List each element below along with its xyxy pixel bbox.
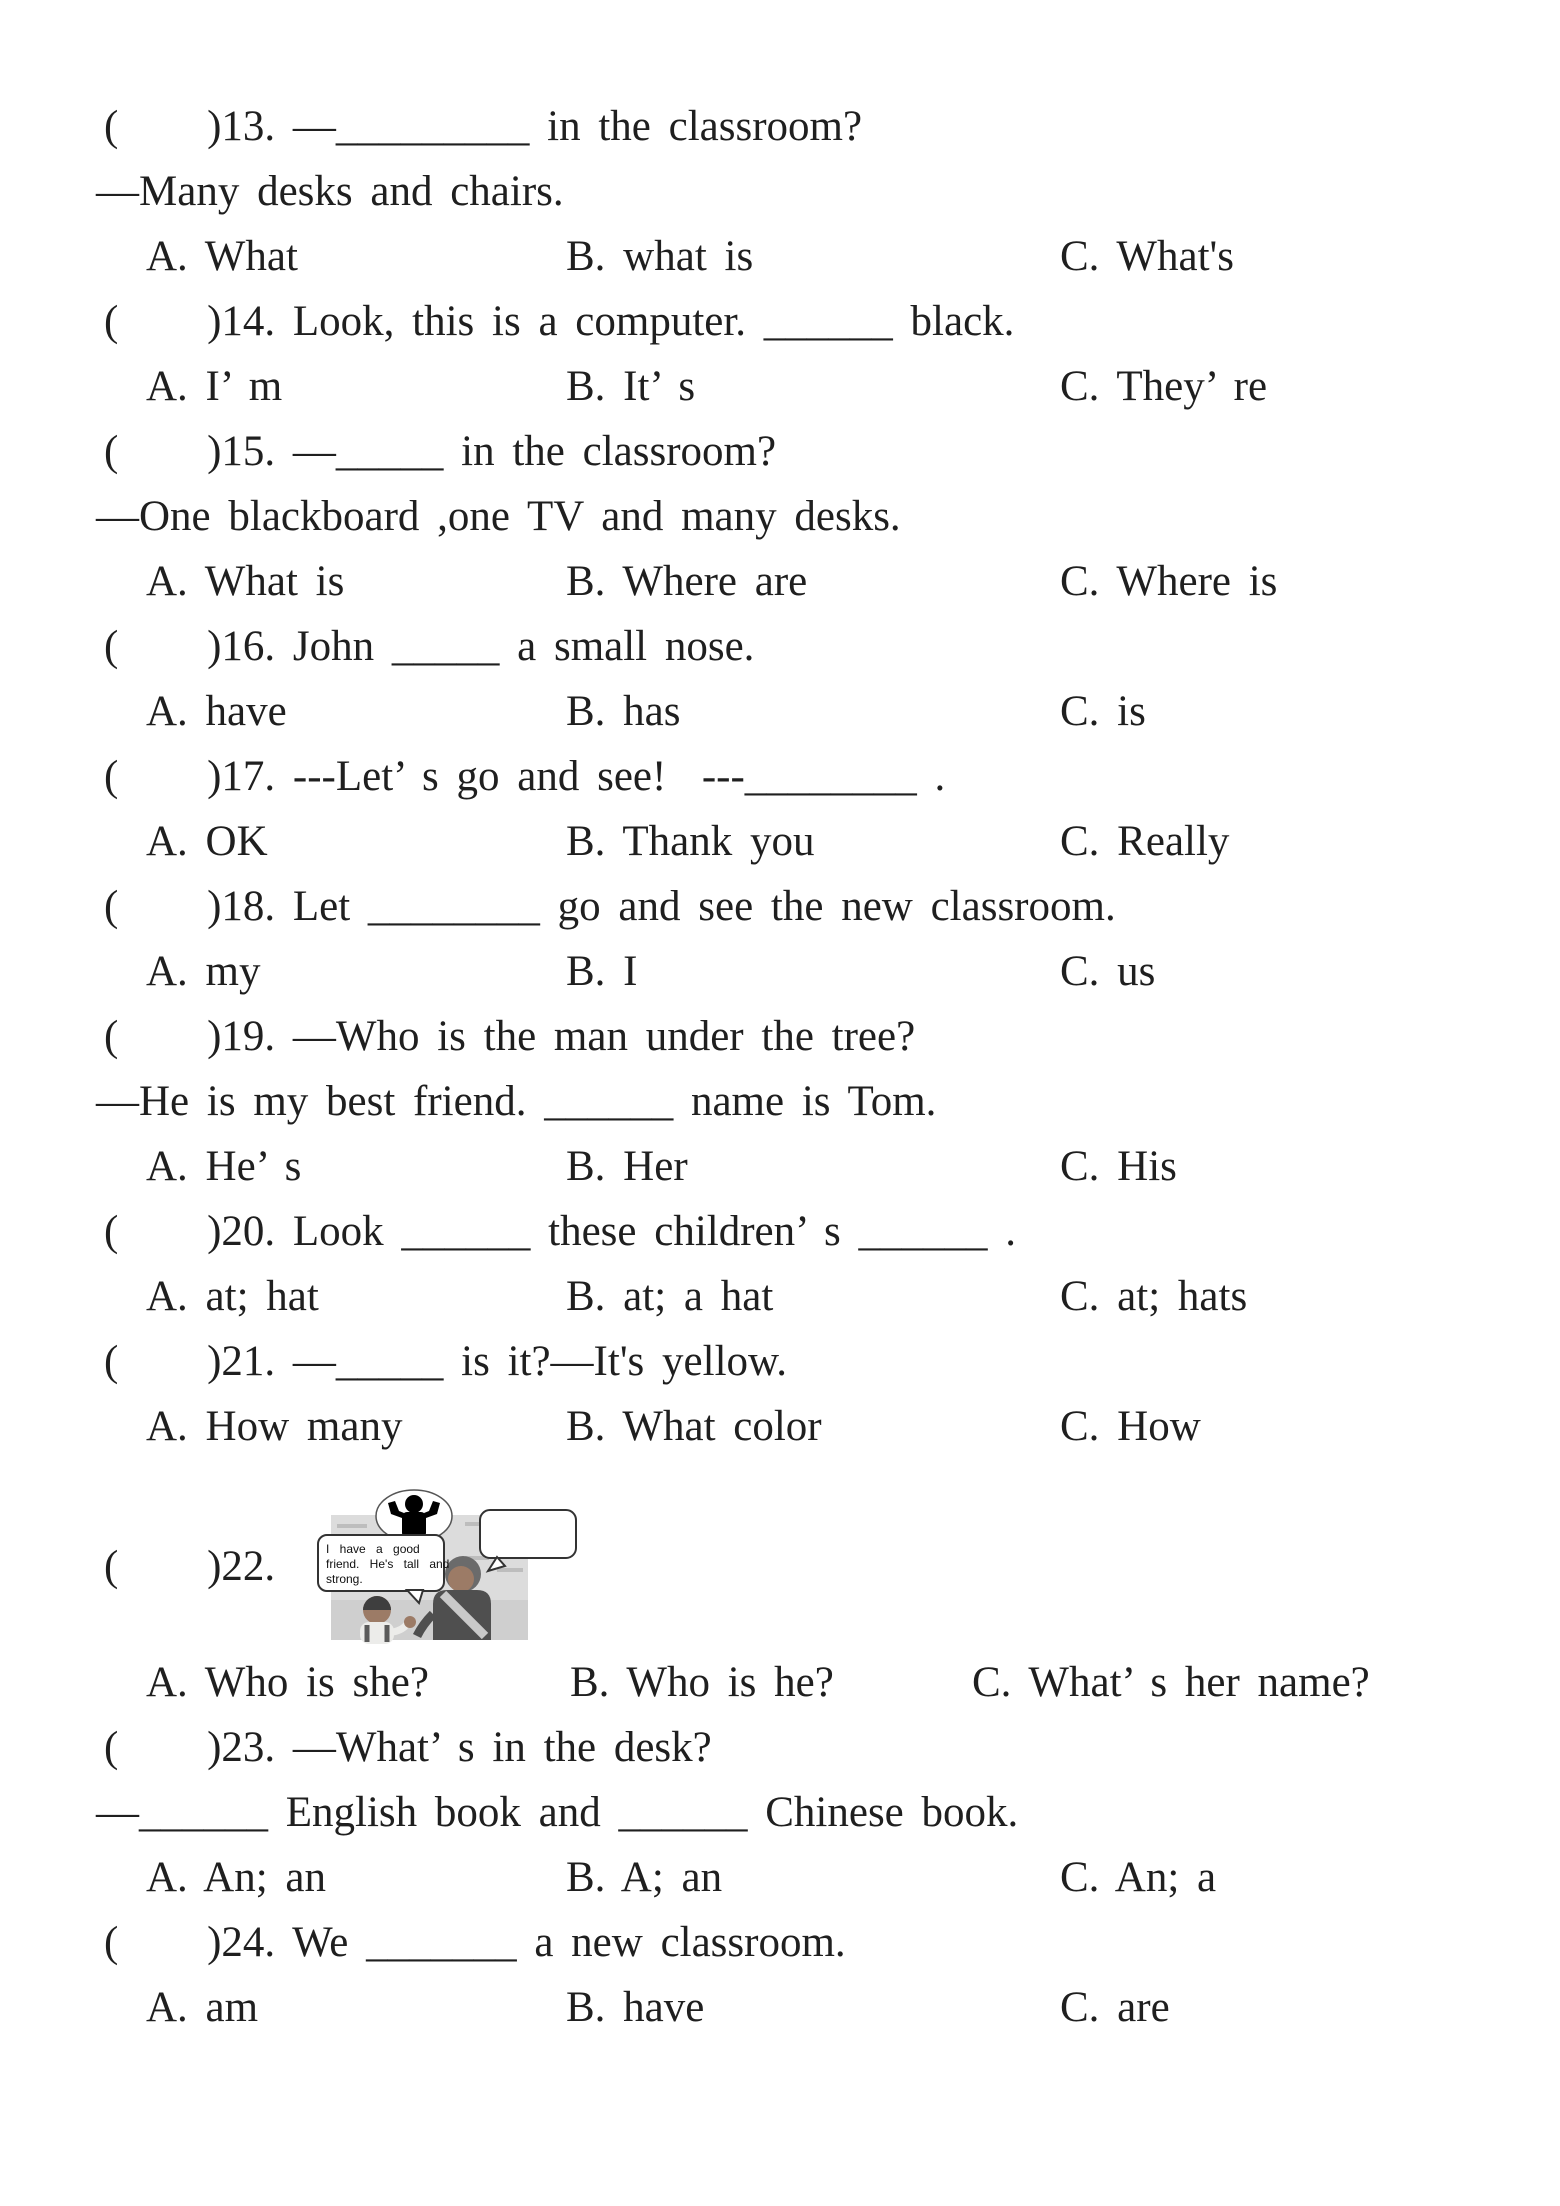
option-15-C: C. Where is [1060,558,1278,605]
option-16-C: C. is [1060,688,1146,735]
option-13-B: B. what is [566,233,754,280]
option-20-A: A. at; hat [146,1273,319,1320]
option-21-A: A. How many [146,1403,403,1450]
question-13-response: —Many desks and chairs. [96,168,564,215]
question-24-options [0,1975,1560,2040]
option-22-B: B. Who is he? [570,1659,834,1706]
question-23-stem: ( )23. —What’ s in the desk? [104,1724,712,1771]
question-16-stem: ( )16. John _____ a small nose. [104,623,755,670]
option-20-B: B. at; a hat [566,1273,774,1320]
question-23-response: —______ English book and ______ Chinese book. [96,1789,1019,1836]
option-19-B: B. Her [566,1143,688,1190]
option-16-B: B. has [566,688,681,735]
question-22-illustration [315,1484,580,1644]
option-24-C: C. are [1060,1984,1170,2031]
option-18-A: A. my [146,948,261,995]
question-19-options [0,1134,1560,1199]
option-24-B: B. have [566,1984,705,2031]
option-17-C: C. Really [1060,818,1230,865]
question-22-options [0,1650,1560,1715]
question-19-response: —He is my best friend. ______ name is Tom. [96,1078,937,1125]
option-14-B: B. It’ s [566,363,696,410]
option-23-B: B. A; an [566,1854,723,1901]
question-13-stem: ( )13. —_________ in the classroom? [104,103,863,150]
question-24-stem: ( )24. We _______ a new classroom. [104,1919,846,1966]
question-14-options [0,354,1560,419]
option-24-A: A. am [146,1984,259,2031]
question-15-response: —One blackboard ,one TV and many desks. [96,493,901,540]
question-20-options [0,1264,1560,1329]
question-21-stem: ( )21. —_____ is it?—It's yellow. [104,1338,788,1385]
question-20-stem: ( )20. Look ______ these children’ s ______ . [104,1208,1017,1255]
option-23-A: A. An; an [146,1854,327,1901]
option-13-C: C. What's [1060,233,1235,280]
question-22-stem: ( )22. [104,1543,276,1590]
question-19-stem: ( )19. —Who is the man under the tree? [104,1013,916,1060]
option-14-C: C. They’ re [1060,363,1268,410]
option-23-C: C. An; a [1060,1854,1217,1901]
option-18-B: B. I [566,948,638,995]
option-15-A: A. What is [146,558,345,605]
option-14-A: A. I’ m [146,363,283,410]
option-17-A: A. OK [146,818,268,865]
option-18-C: C. us [1060,948,1156,995]
question-21-options [0,1394,1560,1459]
option-21-C: C. How [1060,1403,1201,1450]
option-13-A: A. What [146,233,298,280]
question-23-options [0,1845,1560,1910]
speech-bubble-line-2: friend. He's tall and [326,1557,450,1571]
option-19-A: A. He’ s [146,1143,302,1190]
option-19-C: C. His [1060,1143,1177,1190]
option-22-C: C. What’ s her name? [972,1659,1370,1706]
option-15-B: B. Where are [566,558,808,605]
option-21-B: B. What color [566,1403,822,1450]
question-15-stem: ( )15. —_____ in the classroom? [104,428,777,475]
question-15-options [0,549,1560,614]
question-18-options [0,939,1560,1004]
option-16-A: A. have [146,688,287,735]
question-13-options [0,224,1560,289]
speech-bubble-line-3: strong. [326,1572,363,1586]
option-20-C: C. at; hats [1060,1273,1248,1320]
speech-bubble-line-1: I have a good [326,1542,420,1556]
question-16-options [0,679,1560,744]
option-22-A: A. Who is she? [146,1659,429,1706]
option-17-B: B. Thank you [566,818,815,865]
question-18-stem: ( )18. Let ________ go and see the new classroom. [104,883,1116,930]
question-17-options [0,809,1560,874]
question-17-stem: ( )17. ---Let’ s go and see! ---________ . [104,753,946,800]
question-14-stem: ( )14. Look, this is a computer. ______ black. [104,298,1015,345]
